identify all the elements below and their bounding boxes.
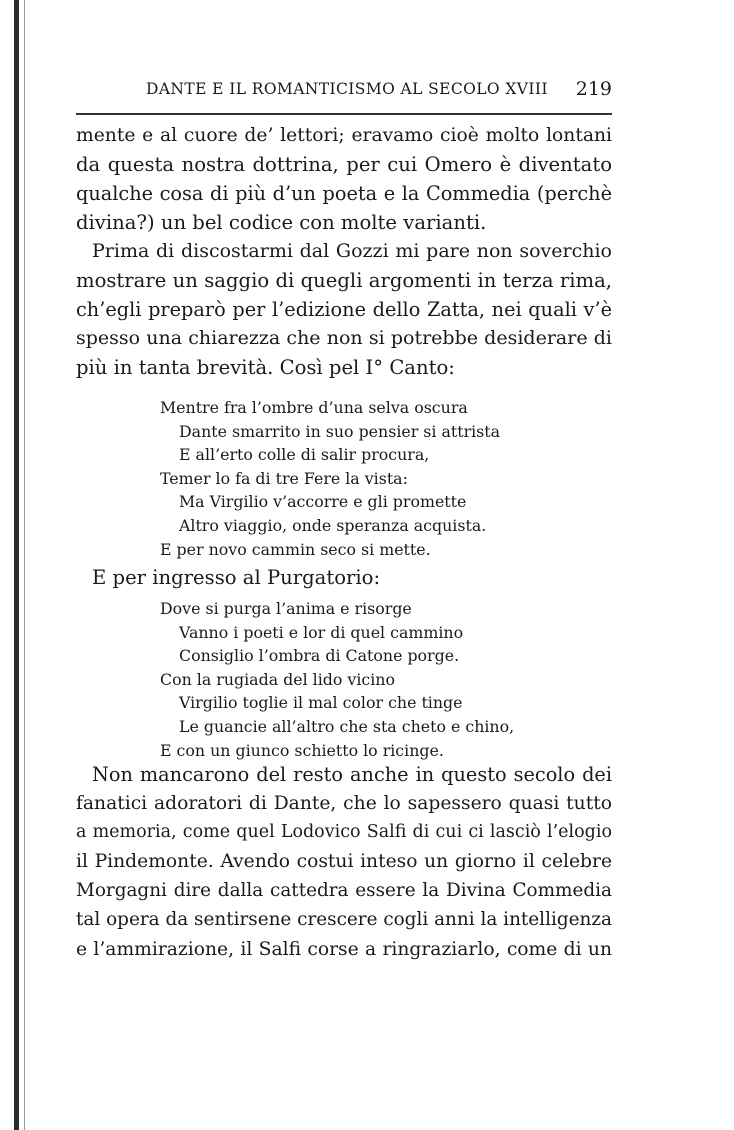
verse-line: Con la rugiada del lido vicino: [160, 669, 395, 689]
text-line: tal opera da sentirsene crescere cogli anni la intelligenza: [76, 909, 612, 931]
verse-line: Mentre fra l’ombre d’una selva oscura: [160, 398, 468, 417]
verse-line: Temer lo fa di tre Fere la vista:: [160, 468, 408, 488]
text-line: mostrare un saggio di quegli argomenti in terza rima,: [76, 269, 612, 293]
text-line: fanatici adoratori di Dante, che lo sapessero quasi tutto: [76, 793, 612, 815]
verse-line: Consiglio l’ombra di Catone porge.: [179, 646, 460, 666]
text-line: spesso una chiarezza che non si potrebbe desiderare di: [76, 327, 612, 350]
text-line: qualche cosa di più d’un poeta e la Commedia (perchè: [76, 182, 612, 206]
text-line: da questa nostra dottrina, per cui Omero è diventato: [76, 153, 612, 177]
verse-line: Virgilio toglie il mal color che tinge: [179, 693, 463, 713]
text-line: divina?) un bel codice con molte varianti.: [76, 211, 487, 235]
verse-line: E per novo cammin seco si mette.: [160, 539, 431, 559]
verse-line: Dove si purga l’anima e risorge: [160, 599, 412, 618]
text-line: più in tanta brevità. Così pel I° Canto:: [76, 356, 455, 380]
text-line: mente e al cuore de’ lettori; eravamo cioè molto lontani: [76, 125, 612, 146]
text-line: e l’ammirazione, il Salfi corse a ringraziarlo, come di un: [76, 938, 612, 960]
verse-block-1: [160, 396, 500, 561]
paragraph-4: [76, 760, 612, 964]
paragraph-2: [76, 237, 612, 382]
header-rule: [76, 113, 612, 115]
paragraph-1: [76, 121, 612, 237]
text-line: Morgagni dire dalla cattedra essere la Divina Commedia: [76, 880, 612, 902]
verse-line: Altro viaggio, onde speranza acquista.: [179, 515, 487, 535]
verse-line: Ma Virgilio v’accorre e gli promette: [179, 492, 467, 512]
page-binding-line: [24, 0, 25, 1130]
running-title: DANTE E IL ROMANTICISMO AL SECOLO XVIII: [146, 80, 548, 98]
verse-line: E con un giunco schietto lo ricinge.: [160, 740, 444, 760]
verse-line: E all’erto colle di salir procura,: [179, 445, 430, 465]
verse-line: Vanno i poeti e lor di quel cammino: [179, 622, 464, 642]
text-line: il Pindemonte. Avendo costui inteso un giorno il celebre: [76, 851, 612, 873]
page-number: 219: [575, 78, 612, 100]
text-line: Non mancarono del resto anche in questo secolo dei: [92, 763, 612, 786]
verse-block-2: [160, 597, 514, 762]
text-line: Prima di discostarmi dal Gozzi mi pare non soverchio: [92, 240, 612, 262]
text-line: a memoria, come quel Lodovico Salfi di cui ci lasciò l’elogio: [76, 822, 612, 843]
paragraph-3: [76, 563, 612, 592]
running-head: [76, 78, 612, 102]
verse-line: Le guancie all’altro che sta cheto e chino,: [179, 716, 515, 736]
text-line: E per ingresso al Purgatorio:: [92, 566, 381, 589]
text-line: ch’egli preparò per l’edizione dello Zatta, nei quali v’è: [76, 298, 612, 322]
verse-line: Dante smarrito in suo pensier si attrista: [179, 421, 501, 441]
page-binding-edge: [14, 0, 19, 1130]
